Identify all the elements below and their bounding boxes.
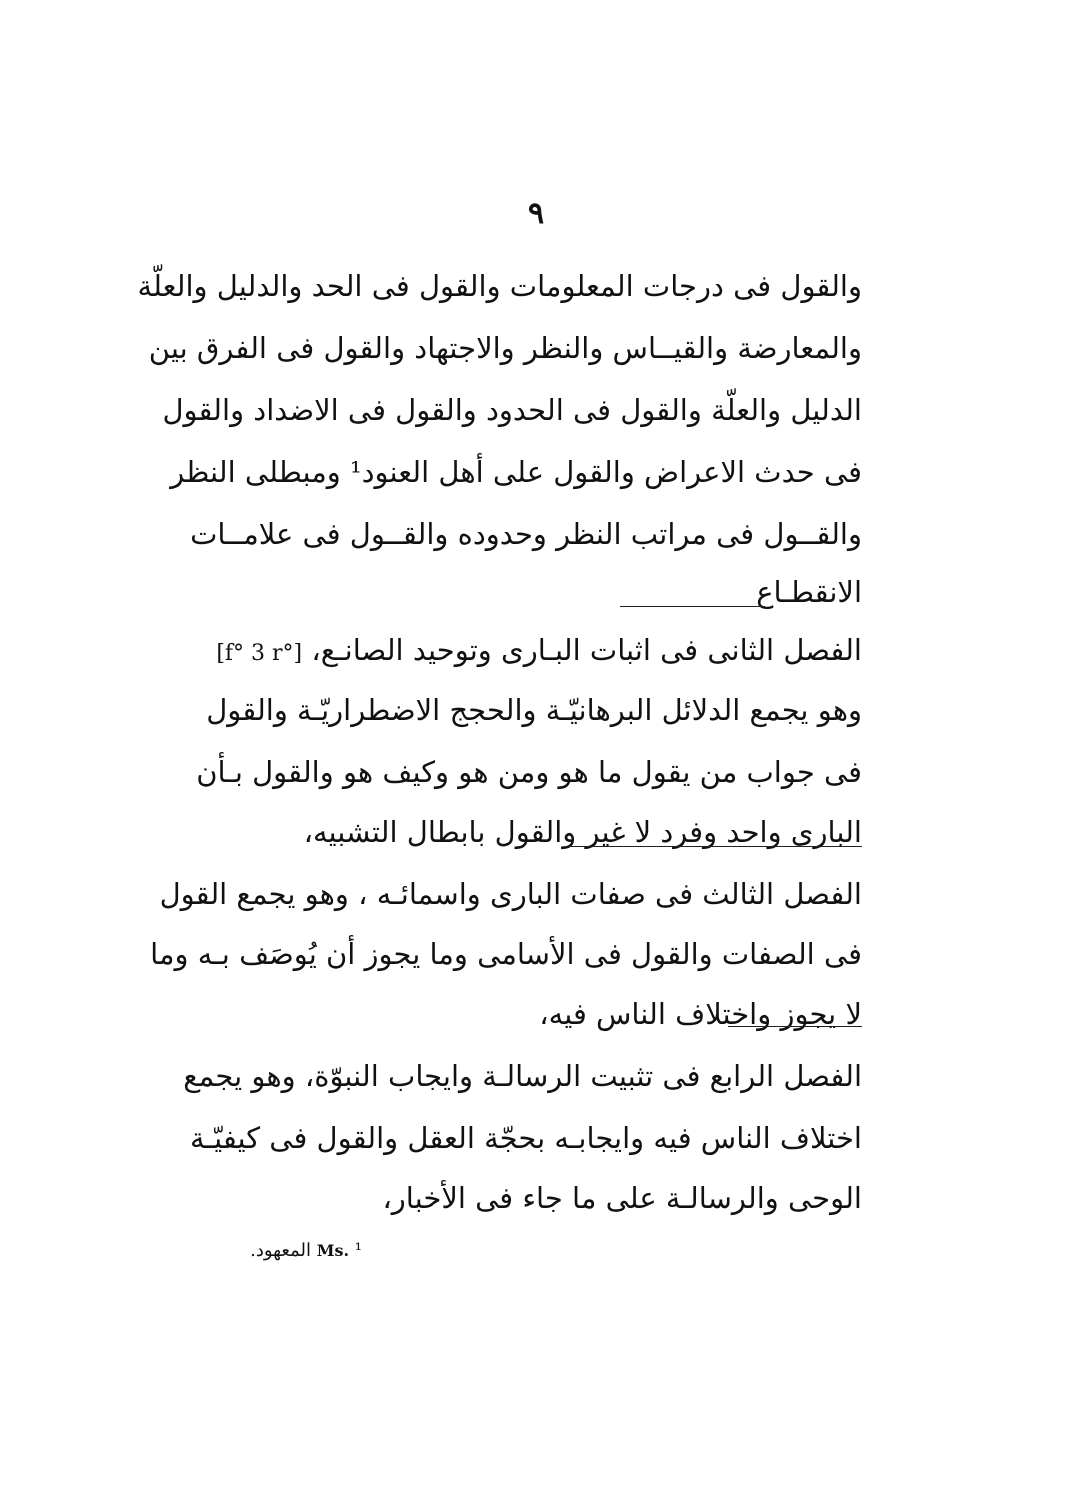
- section-divider: [568, 846, 862, 847]
- text-line: الانقطـاع: [756, 575, 862, 609]
- text-line: البارى واحد وفرد لا غير والقول بابطال التشبيه،: [303, 815, 862, 849]
- footnote-number: ¹: [354, 1240, 362, 1261]
- text-line: الوحى والرسالـة على ما جاء فى الأخبار،: [382, 1181, 862, 1215]
- page-number: ٩: [527, 196, 545, 231]
- section-heading: الفصل الثالث فى صفات البارى واسمائـه ، وهو يجمع القول: [159, 877, 862, 911]
- text-line: والقول فى درجات المعلومات والقول فى الحد والدليل والعلّة: [137, 269, 862, 303]
- text-line: فى جواب من يقول ما هو ومن هو وكيف هو والقول بـأن: [196, 755, 862, 789]
- section-divider: [728, 1026, 862, 1027]
- footnote-ms: Ms.: [316, 1241, 350, 1260]
- section-divider: [620, 606, 765, 607]
- text-line: وهو يجمع الدلائل البرهانيّـة والحجج الاضطراريّـة والقول: [206, 693, 862, 727]
- section-heading: الفصل الرابع فى تثبيت الرسالـة وايجاب النبوّة، وهو يجمع: [183, 1059, 862, 1093]
- text-line: فى الصفات والقول فى الأسامى وما يجوز أن يُوصَف بـه وما: [150, 937, 862, 971]
- text-line: والمعارضة والقيــاس والنظر والاجتهاد والقول فى الفرق بين: [148, 331, 862, 365]
- text-line: اختلاف الناس فيه وايجابـه بحجّة العقل والقول فى كيفيّـة: [190, 1121, 862, 1155]
- text-line: والقــول فى مراتب النظر وحدوده والقــول فى علامــات: [190, 517, 862, 551]
- folio-marker: [f° 3 r°]: [216, 641, 303, 666]
- text-line: لا يجوز واختلاف الناس فيه،: [539, 997, 862, 1031]
- footnote-text: المعهود.: [250, 1240, 312, 1261]
- text-line: الدليل والعلّة والقول فى الحدود والقول فى الاضداد والقول: [162, 393, 862, 427]
- section-heading: الفصل الثانى فى اثبات البـارى وتوحيد الصانـع،: [311, 633, 862, 667]
- section-heading-line: [216, 622, 862, 678]
- footnote: [250, 1240, 362, 1261]
- text-line: فى حدث الاعراض والقول على أهل العنود¹ ومبطلى النظر: [170, 455, 862, 489]
